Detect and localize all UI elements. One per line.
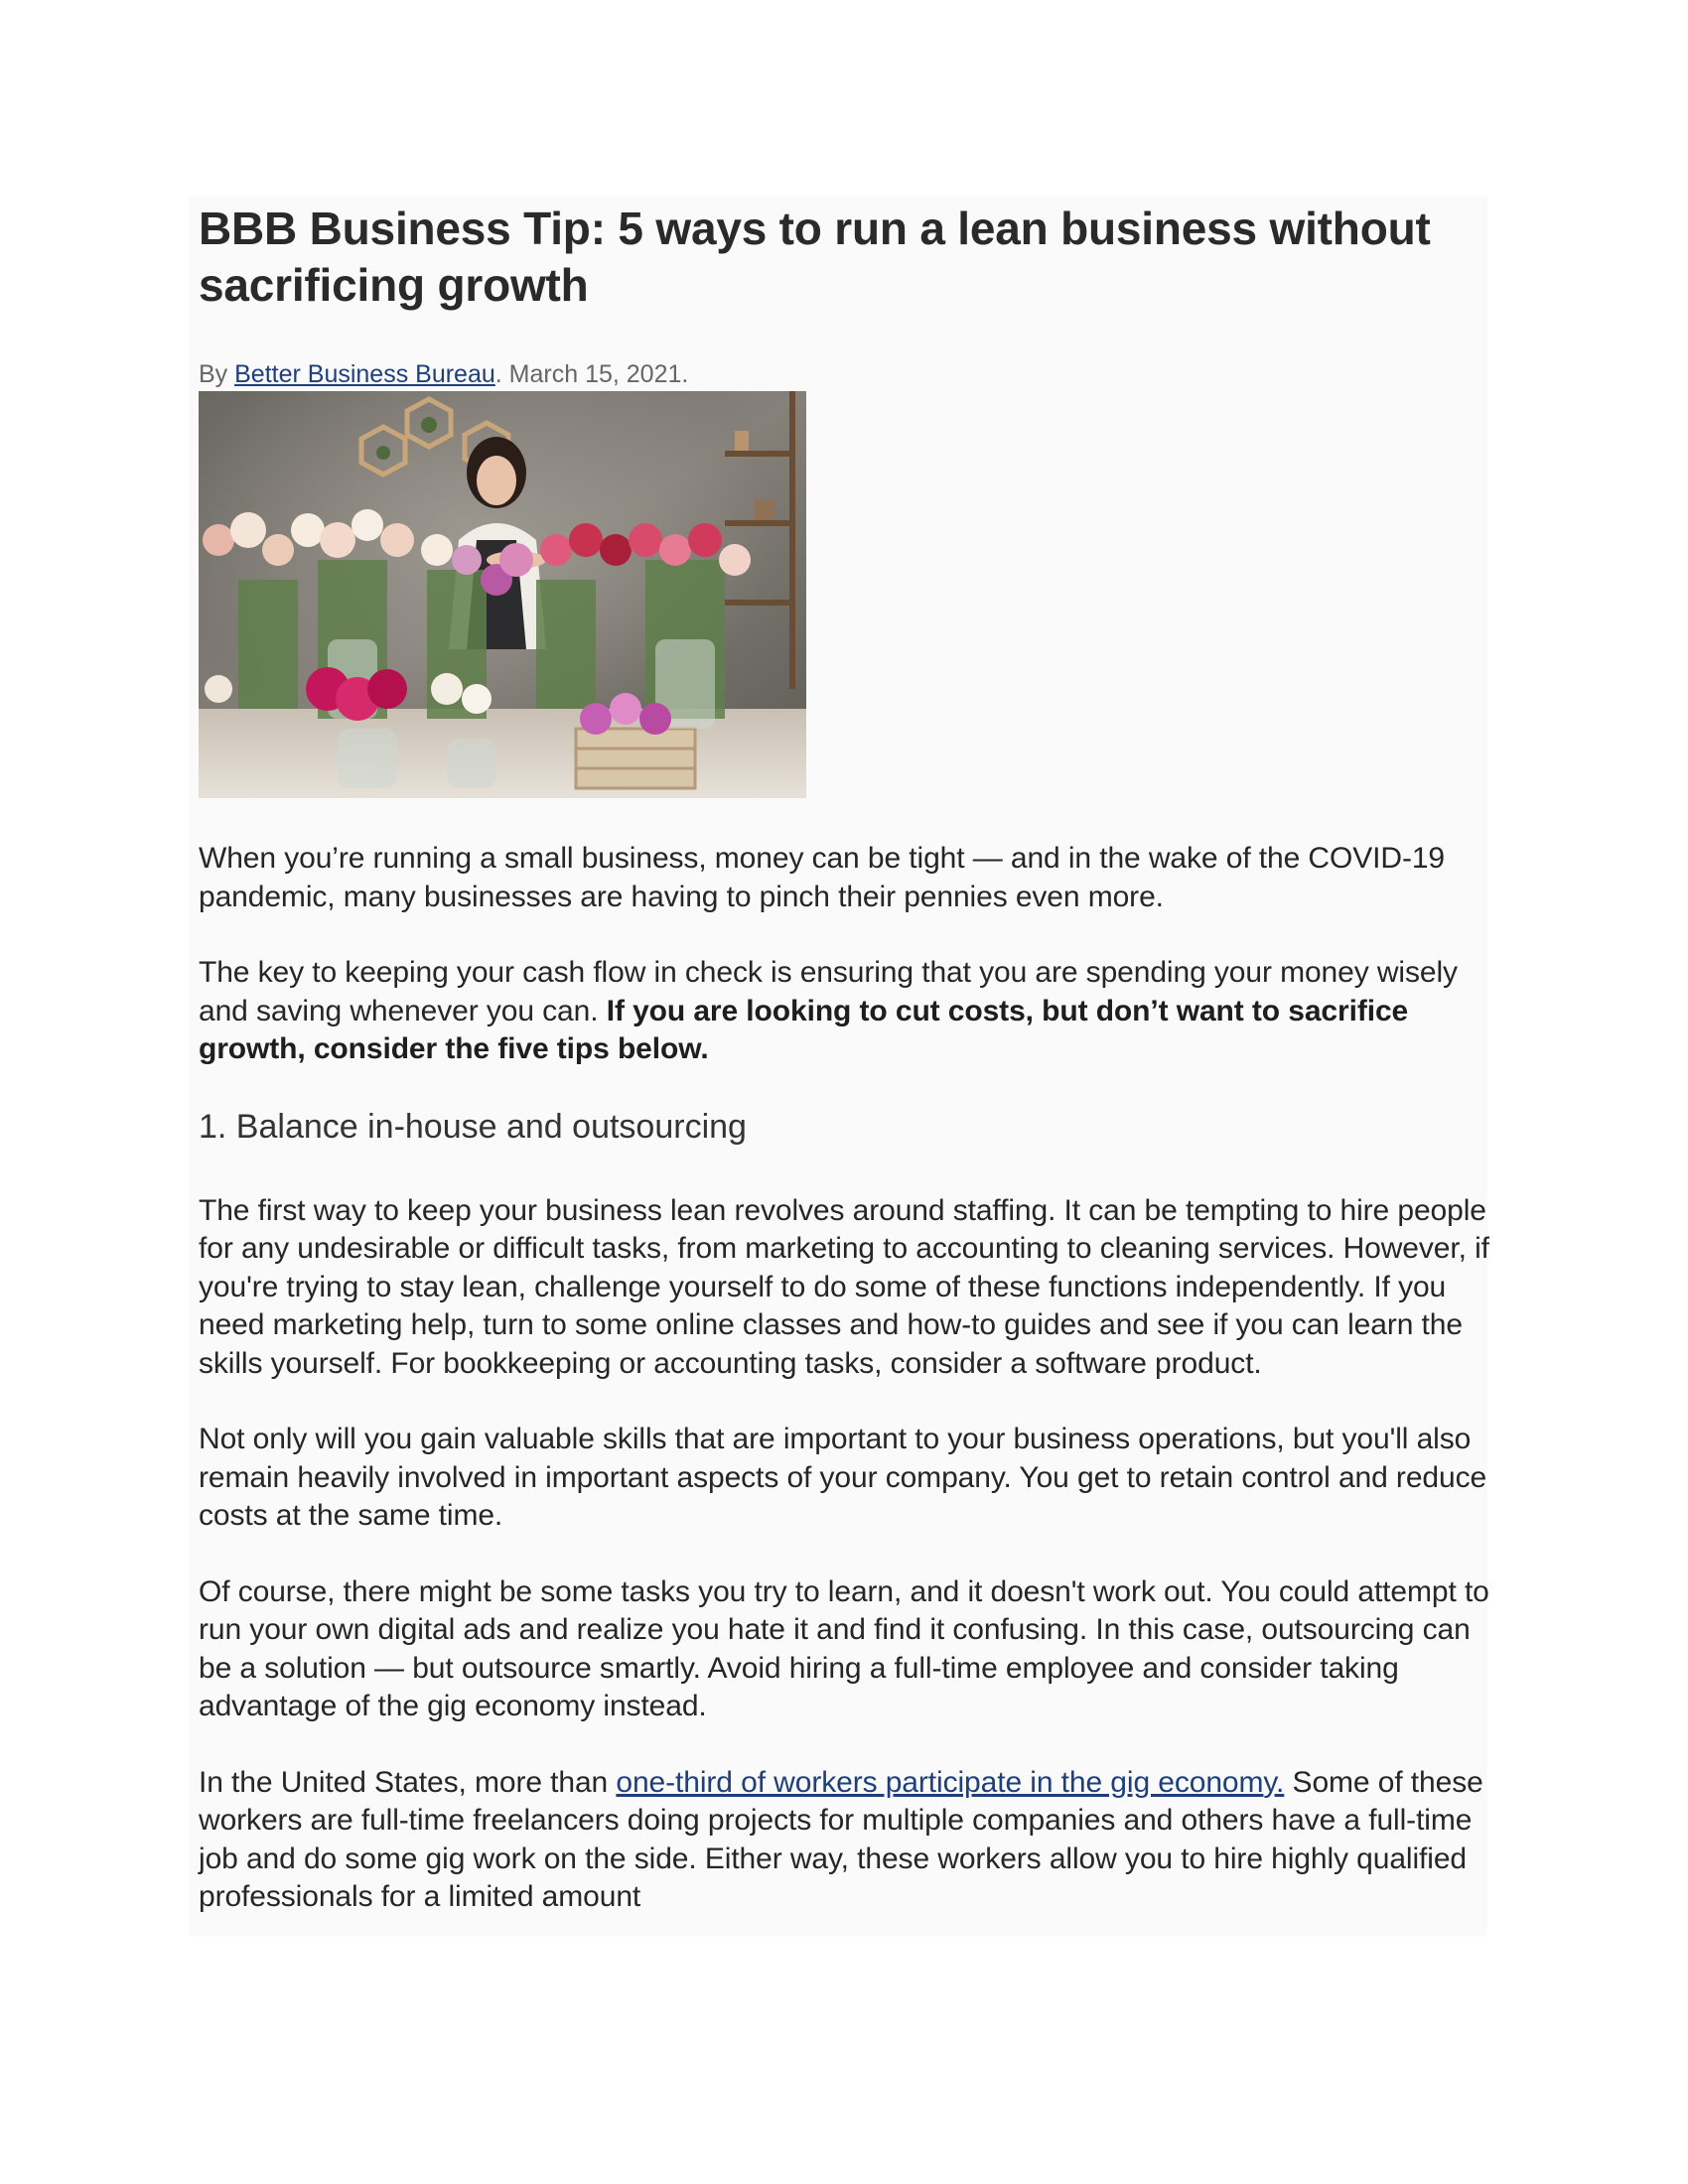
section-1-paragraph-4 (199, 1764, 1489, 1917)
intro-paragraph-1: When you’re running a small business, money can be tight — and in the wake of the COVID-19 pandemic, many businesses are having to pinch their pennies even more. (199, 842, 1445, 913)
article (199, 201, 1489, 1917)
section-1-paragraph-4-rest: Some of these workers are full-time freelancers doing projects for multiple companies and others have a full-time job and do some gig work on the side. Either way, these workers allow you to hire highly qualified professionals for a limited amount (199, 1765, 1483, 1913)
intro-paragraph-2-text: The key to keeping your cash flow in check is ensuring that you are spending your money wisely and saving whenever you can. (199, 956, 1458, 1027)
gig-economy-link[interactable]: one-third of workers participate in the gig economy. (616, 1765, 1285, 1799)
article-title: BBB Business Tip: 5 ways to run a lean business without sacrificing growth (199, 203, 1431, 311)
section-1-paragraph-4-lead: In the United States, more than (199, 1765, 617, 1799)
intro-paragraph-2-bold: If you are looking to cut costs, but don’t want to sacrifice growth, consider the five tips below. (199, 994, 1409, 1065)
author-link[interactable]: Better Business Bureau (234, 360, 495, 388)
publish-date: . March 15, 2021. (494, 360, 689, 388)
byline-prefix: By (199, 360, 235, 388)
section-1-paragraph-1: The first way to keep your business lean revolves around staffing. It can be tempting to hire people for any undesirable or difficult tasks, from marketing to accounting to cleaning services. However, if you're trying to stay lean, challenge yourself to do some of these functions independently. If you need marketing help, turn to some online classes and how-to guides and see if you can learn the skills yourself. For bookkeeping or accounting tasks, consider a software product. (199, 1193, 1489, 1380)
byline (199, 359, 1489, 389)
section-1-paragraph-3: Of course, there might be some tasks you try to learn, and it doesn't work out. You could attempt to run your own digital ads and realize you hate it and find it confusing. In this case, outsourcing can be a solution — but outsource smartly. Avoid hiring a full-time employee and consider taking advantage of the gig economy instead. (199, 1574, 1489, 1722)
hero-image (199, 391, 806, 798)
section-1-heading: 1. Balance in-house and outsourcing (199, 1107, 747, 1146)
section-1-paragraph-2: Not only will you gain valuable skills that are important to your business operations, but you'll also remain heavily involved in important aspects of your company. You get to retain control and reduce costs at the same time. (199, 1423, 1487, 1532)
intro-paragraph-2 (199, 954, 1489, 1069)
